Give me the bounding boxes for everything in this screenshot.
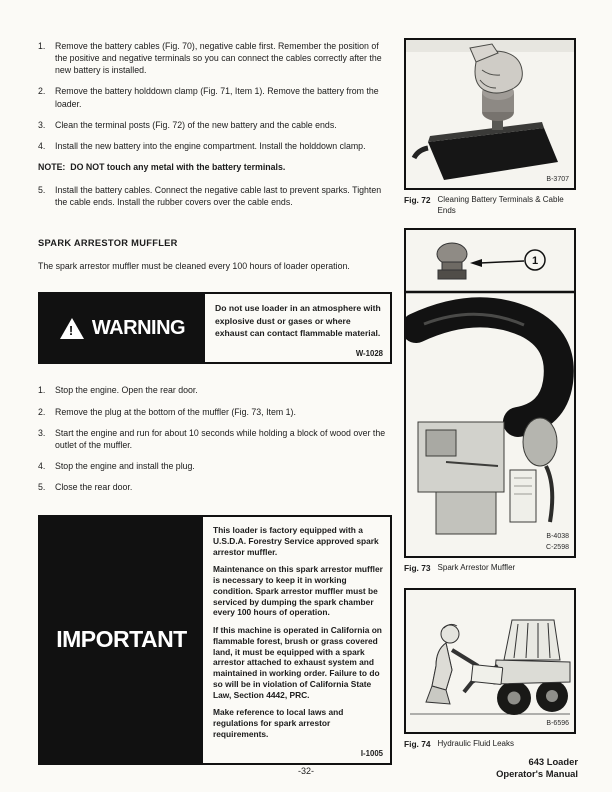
footer-line-2: Operator's Manual bbox=[496, 768, 578, 780]
spark-step-5 bbox=[38, 481, 392, 493]
step-number: 5. bbox=[38, 482, 46, 492]
figure-label: Fig. 72 bbox=[404, 195, 431, 205]
figure-label: Fig. 74 bbox=[404, 739, 431, 749]
step-text: Remove the battery holddown clamp (Fig. 71, Item 1). Remove the battery from the loader. bbox=[55, 86, 379, 109]
figure-caption bbox=[404, 195, 576, 217]
main-text-column bbox=[38, 40, 392, 765]
step-number: 4. bbox=[38, 140, 46, 151]
important-paragraph: If this machine is operated in California on flammable forest, brush or grass covered land, it must be equipped with a spark arrestor attached to exhaust system and maintained in working order. Failure to do so will be in violation of California State Law, Section 4442, PRC. bbox=[213, 625, 382, 700]
item-1-marker: 1 bbox=[531, 255, 539, 267]
step-text: Install the battery cables. Connect the negative cable last to prevent sparks. Tighten the cable ends. Install the rubber covers over the cable ends. bbox=[55, 185, 382, 208]
figure-title: Spark Arrestor Muffler bbox=[437, 563, 516, 572]
figure-74-image bbox=[404, 588, 576, 734]
important-label-panel bbox=[40, 517, 203, 763]
footer-line-1: 643 Loader bbox=[528, 756, 578, 767]
figure-caption bbox=[404, 563, 576, 574]
section-heading-spark-arrestor: SPARK ARRESTOR MUFFLER bbox=[38, 238, 178, 249]
warning-text-panel bbox=[205, 294, 390, 362]
figure-73-image bbox=[404, 228, 576, 558]
figure-74 bbox=[404, 588, 576, 750]
step-number: 5. bbox=[38, 185, 46, 195]
battery-step-3 bbox=[38, 119, 392, 131]
warning-code: W-1028 bbox=[355, 349, 383, 359]
battery-step-4 bbox=[38, 140, 392, 152]
warning-triangle-icon bbox=[60, 318, 84, 339]
battery-note: NOTE: DO NOT touch any metal with the battery terminals. bbox=[38, 161, 286, 172]
warning-exclamation: ! bbox=[68, 322, 74, 338]
step-number: 1. bbox=[38, 385, 46, 396]
warning-label-panel bbox=[40, 294, 205, 362]
figure-73 bbox=[404, 228, 576, 574]
step-text: Start the engine and run for about 10 seconds while holding a block of wood over the outlet of the muffler. bbox=[55, 427, 386, 450]
battery-step-2 bbox=[38, 85, 392, 109]
important-box bbox=[38, 515, 392, 765]
figure-title: Cleaning Battery Terminals & Cable Ends bbox=[437, 195, 564, 215]
spark-step-2 bbox=[38, 406, 392, 418]
spark-step-3 bbox=[38, 427, 392, 451]
important-paragraph: Maintenance on this spark arrestor muffler is necessary to keep it in working condition. Spark arrestor muffler must be serviced by dumping the spark chamber every 100 hours of operation. bbox=[213, 564, 383, 618]
spark-step-4 bbox=[38, 460, 392, 472]
warning-label: WARNING bbox=[91, 316, 186, 339]
hydraulic-fluid-leak-check-illustration bbox=[406, 590, 574, 732]
step-text: Install the new battery into the engine compartment. Install the holddown clamp. bbox=[55, 140, 366, 151]
warning-text: Do not use loader in an atmosphere with explosive dust or gases or where exhaust can contact flammable material. bbox=[215, 303, 381, 339]
spark-arrestor-muffler-illustration bbox=[406, 230, 574, 556]
step-number: 2. bbox=[38, 86, 46, 97]
step-text: Remove the battery cables (Fig. 70), negative cable first. Remember the position of the positive and negative terminals so you can connect the cables correctly after the new battery is installed. bbox=[55, 41, 382, 76]
important-code: I-1005 bbox=[360, 748, 383, 758]
step-text: Remove the plug at the bottom of the muffler (Fig. 73, Item 1). bbox=[55, 406, 296, 417]
step-number: 3. bbox=[38, 427, 46, 438]
warning-box bbox=[38, 292, 392, 364]
figure-label: Fig. 73 bbox=[404, 563, 431, 573]
step-number: 2. bbox=[38, 406, 46, 417]
figure-72 bbox=[404, 38, 576, 217]
battery-step-5 bbox=[38, 184, 392, 208]
important-label: IMPORTANT bbox=[56, 626, 187, 653]
photo-code: B-6596 bbox=[546, 719, 569, 727]
manual-footer bbox=[496, 756, 578, 780]
battery-terminal-cleaning-illustration bbox=[406, 40, 574, 188]
photo-code-line: B-4038 bbox=[546, 533, 569, 540]
photo-code bbox=[546, 532, 569, 553]
step-text: Close the rear door. bbox=[55, 482, 133, 492]
step-text: Stop the engine and install the plug. bbox=[55, 460, 195, 471]
section-intro: The spark arrestor muffler must be cleaned every 100 hours of loader operation. bbox=[38, 261, 350, 272]
important-paragraph: Make reference to local laws and regulations for spark arrestor requirements. bbox=[213, 707, 344, 739]
photo-code-line: C-2598 bbox=[546, 543, 569, 551]
page-number: -32- bbox=[297, 766, 314, 776]
spark-step-1 bbox=[38, 384, 392, 396]
important-text-panel bbox=[203, 517, 390, 763]
figure-caption bbox=[404, 739, 576, 750]
important-paragraph: This loader is factory equipped with a U.S.D.A. Forestry Service approved spark arrestor muffler. bbox=[213, 525, 379, 557]
figure-72-image bbox=[404, 38, 576, 190]
figure-title: Hydraulic Fluid Leaks bbox=[437, 739, 515, 748]
step-text: Clean the terminal posts (Fig. 72) of the new battery and the cable ends. bbox=[55, 119, 337, 130]
battery-step-1 bbox=[38, 40, 392, 76]
step-number: 3. bbox=[38, 119, 46, 130]
step-text: Stop the engine. Open the rear door. bbox=[55, 385, 198, 396]
step-number: 1. bbox=[38, 41, 46, 51]
photo-code: B-3707 bbox=[546, 175, 569, 183]
step-number: 4. bbox=[38, 460, 46, 471]
